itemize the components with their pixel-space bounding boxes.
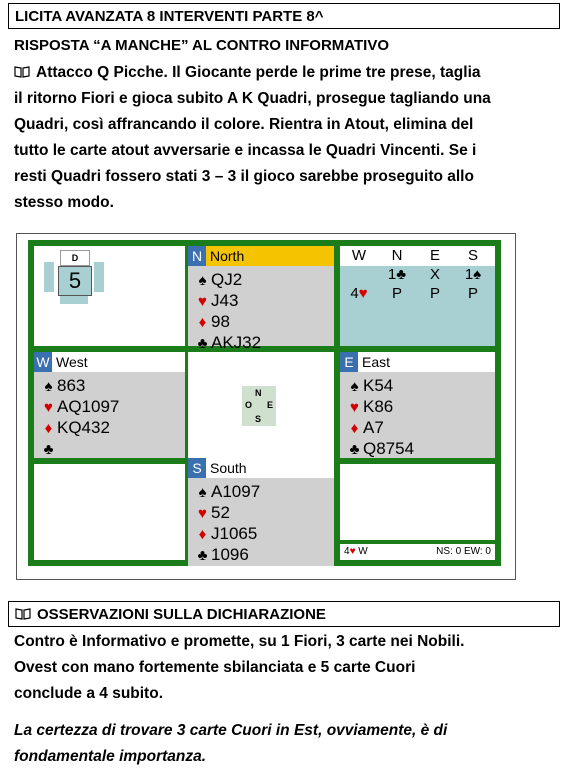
north-hearts: J43 [211,291,239,310]
bid-header: E [429,247,440,264]
south-tab [188,458,334,478]
south-hand [188,458,334,566]
bidding-box [340,246,495,346]
deal-diagram [28,240,501,566]
contract: 4♥ W [344,546,368,557]
empty-cell [34,464,185,560]
north-name: North [210,248,245,264]
west-name: West [56,354,88,370]
diamond-icon: ♦ [198,314,207,331]
compass-e: E [266,400,273,410]
page-title: LICITA AVANZATA 8 INTERVENTI PARTE 8^ [8,3,560,29]
north-tab [188,246,334,266]
club-icon: ♣ [197,547,208,564]
east-tag: E [340,352,358,372]
compass-o: O [245,400,253,410]
club-icon: ♣ [349,441,360,458]
south-hearts: 52 [211,503,230,522]
east-name: East [362,354,391,370]
dealer-label: D [60,250,90,266]
west-hand [34,352,185,458]
bid: P [391,285,402,302]
compass-s: S [255,414,262,424]
south-spades: A1097 [211,482,261,501]
south-tag: S [188,458,206,478]
bid-header: S [467,247,478,264]
west-tab [34,352,185,372]
intro-line: stesso modo. [14,194,114,211]
result-bar [340,544,495,560]
board-number: 5 [58,266,92,296]
north-cards [194,270,261,354]
south-diamonds: J1065 [211,524,258,543]
book-icon [15,608,31,620]
east-hearts: K86 [363,397,394,416]
heart-icon: ♥ [44,399,53,416]
east-diamonds: A7 [363,418,384,437]
intro-line: tutto le carte atout avversarie e incassa le Quadri Vincenti. Se i [14,142,477,159]
west-tag: W [34,352,52,372]
north-tag: N [188,246,206,266]
spade-icon: ♠ [44,378,53,395]
north-diamonds: 98 [211,312,230,331]
north-hand [188,246,334,352]
west-hearts: AQ1097 [57,397,120,416]
bid: P [429,285,440,302]
heart-icon: ♥ [349,546,356,557]
intro-line: resti Quadri fossero stati 3 – 3 il gioco sarebbe proseguito allo [14,168,474,185]
compass-n: N [255,388,262,398]
heart-icon: ♥ [198,505,207,522]
north-clubs: AKJ32 [211,333,262,352]
spade-icon: ♠ [198,272,207,289]
bid-header: W [351,247,367,264]
subtitle: RISPOSTA “A MANCHE” AL CONTRO INFORMATIVO [14,37,389,54]
south-clubs: 1096 [211,545,249,564]
intro-line: Quadri, così affrancando il colore. Rientra in Atout, elimina del [14,116,474,133]
text-line: La certezza di trovare 3 carte Cuori in Est, ovviamente, è di [14,722,448,739]
east-hand [340,352,495,458]
text-line: conclude a 4 subito. [14,685,163,702]
club-icon: ♣ [43,441,54,458]
south-name: South [210,460,247,476]
text-line: fondamentale importanza. [14,748,207,765]
diamond-icon: ♦ [198,526,207,543]
book-icon [14,66,30,78]
intro-line: Attacco Q Picche. Il Giocante perde le prime tre prese, taglia [14,60,560,86]
table-center [188,352,334,458]
west-spades: 863 [57,376,86,395]
bid: X [429,266,440,283]
bid: 1♣ [387,266,407,283]
south-cards [194,482,260,566]
board-badge [44,250,104,304]
club-icon: ♣ [197,335,208,352]
vul-ew-left [44,262,54,292]
bid: 4♥ [350,285,368,302]
board-info-cell [34,246,185,346]
empty-cell [340,464,495,540]
east-clubs: Q8754 [363,439,415,458]
diamond-icon: ♦ [350,420,359,437]
score: NS: 0 EW: 0 [436,546,491,557]
section-title: OSSERVAZIONI SULLA DICHIARAZIONE [8,601,560,627]
west-cards [40,376,119,460]
intro-line: il ritorno Fiori e gioca subito A K Quadri, prosegue tagliando una [14,90,491,107]
east-tab [340,352,495,372]
east-cards [346,376,414,460]
text-line: Ovest con mano fortemente sbilanciata e 5 carte Cuori [14,659,416,676]
heart-icon: ♥ [198,293,207,310]
vul-ew-right [94,262,104,292]
diamond-icon: ♦ [44,420,53,437]
spade-icon: ♠ [198,484,207,501]
west-diamonds: KQ432 [57,418,110,437]
intro-paragraph [14,60,560,216]
observations-note [14,718,560,770]
heart-icon: ♥ [350,399,359,416]
bid: P [467,285,478,302]
north-spades: QJ2 [211,270,243,289]
text-line: Contro è Informativo e promette, su 1 Fiori, 3 carte nei Nobili. [14,633,465,650]
observations-paragraph [14,629,560,707]
bid-header: N [391,247,403,264]
bid [340,266,378,285]
east-spades: K54 [363,376,394,395]
compass [242,386,276,426]
spade-icon: ♠ [350,378,359,395]
bidding-table [340,247,495,304]
bid: 1♠ [464,266,482,283]
